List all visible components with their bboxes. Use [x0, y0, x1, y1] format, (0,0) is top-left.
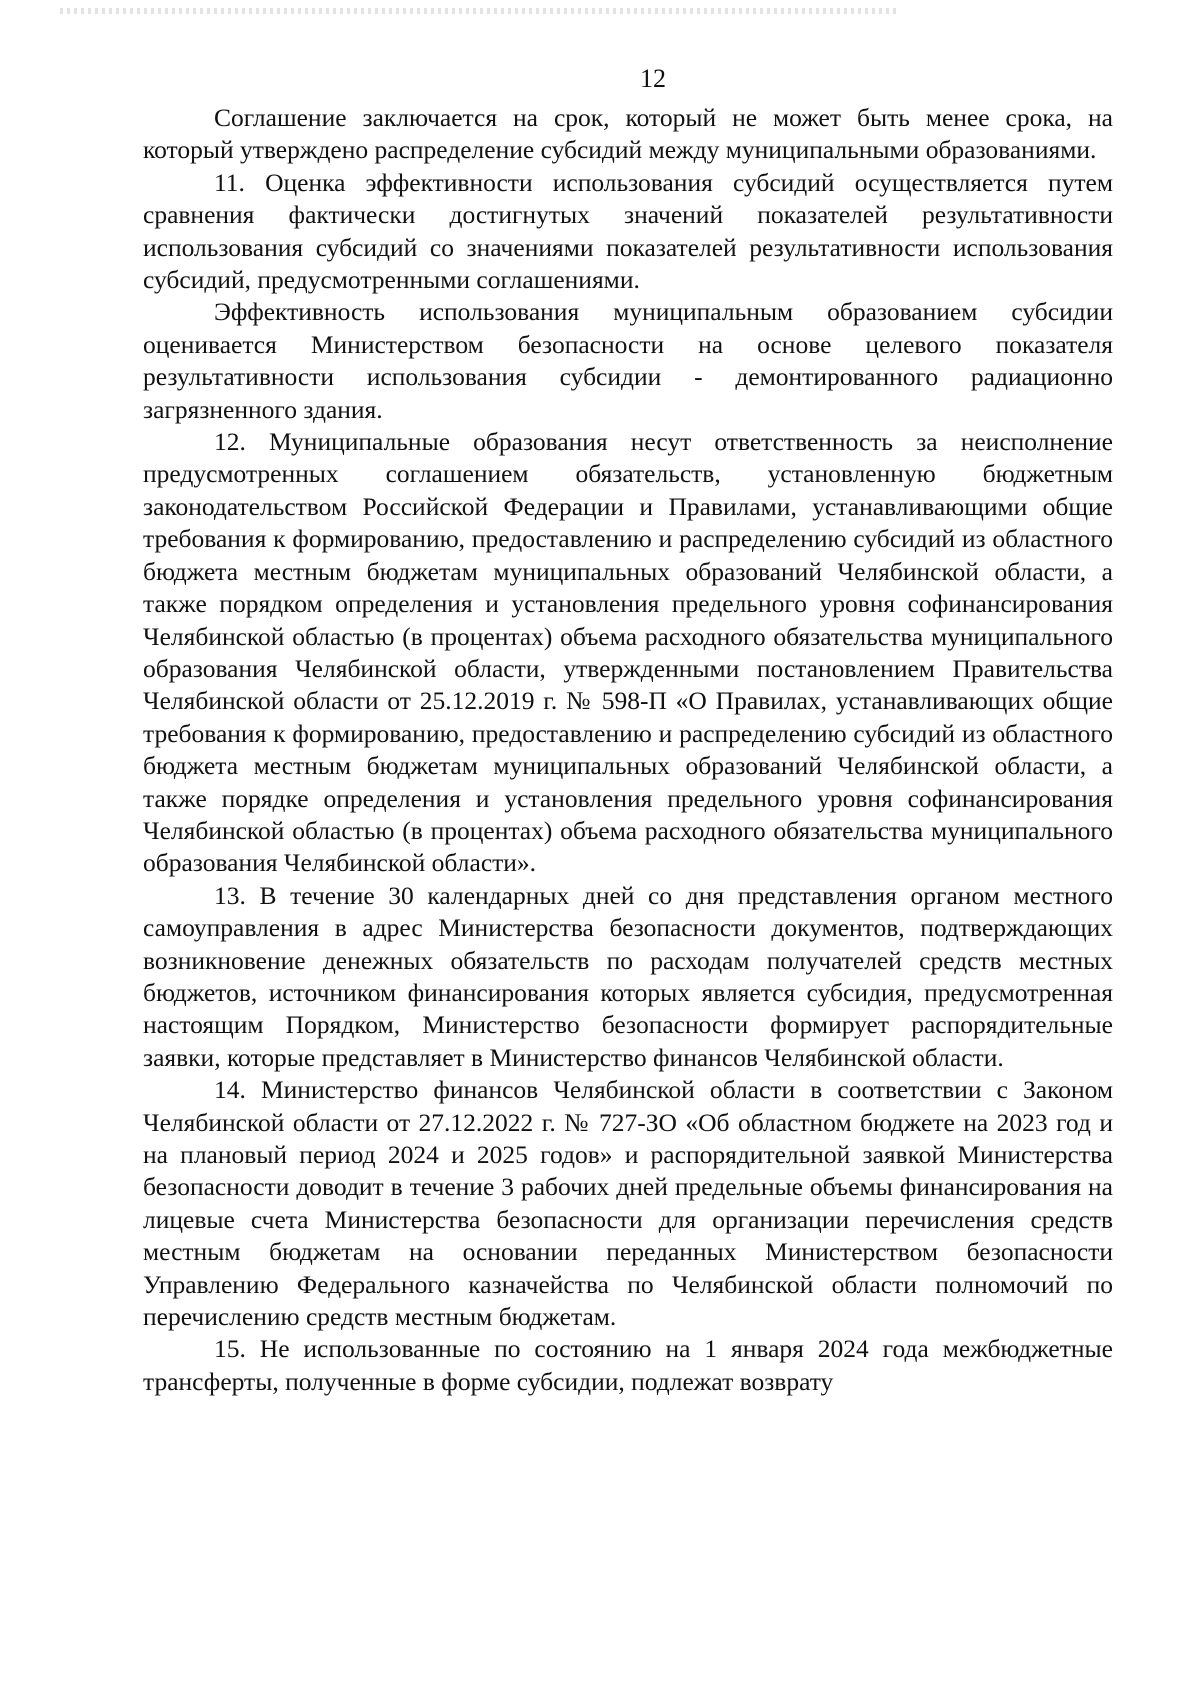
document-page [143, 62, 1113, 1398]
paragraph-13-applications: 13. В течение 30 календарных дней со дня представления органом местного самоуправления в адрес Министерства безопасности документов, подтверждающих возникновение денежных обязательств по расходам получателей средств местных бюджетов, источником финансирования которых является субсидия, предусмотренная настоящим Порядком, Министерство безопасности формирует распорядительные заявки, которые представляет в Министерство финансов Челябинской области. [143, 880, 1113, 1072]
paragraph-agreement-term: Соглашение заключается на срок, который не может быть менее срока, на который утверждено распределение субсидий между муниципальными образованиями. [143, 103, 1113, 165]
paragraph-11-efficiency-assessment: 11. Оценка эффективности использования субсидий осуществляется путем сравнения фактически достигнутых значений показателей результативности использования субсидий со значениями показателей результативности использования субсидий, предусмотренными соглашениями. [143, 167, 1113, 295]
paragraph-12-responsibility: 12. Муниципальные образования несут ответственность за неисполнение предусмотренных соглашением обязательств, установленную бюджетным законодательством Российской Федерации и Правилами, устанавливающими общие требования к формированию, предоставлению и распределению субсидий из областного бюджета местным бюджетам муниципальных образований Челябинской области, а также порядком определения и установления предельного уровня софинансирования Челябинской областью (в процентах) объема расходного обязательства муниципального образования Челябинской области, утвержденными постановлением Правительства Челябинской области от 25.12.2019 г. № 598-П «О Правилах, устанавливающих общие требования к формированию, предоставлению и распределению субсидий из областного бюджета местным бюджетам муниципальных образований Челябинской области, а также порядке определения и установления предельного уровня софинансирования Челябинской областью (в процентах) объема расходного обязательства муниципального образования Челябинской области». [143, 427, 1113, 878]
paragraph-efficiency-evaluation: Эффективность использования муниципальным образованием субсидии оценивается Министерством безопасности на основе целевого показателя результативности использования субсидии - демонтированного радиационно загрязненного здания. [143, 297, 1113, 424]
paragraph-14-financing: 14. Министерство финансов Челябинской области в соответствии с Законом Челябинской области от 27.12.2022 г. № 727-ЗО «Об областном бюджете на 2023 год и на плановый период 2024 и 2025 годов» и распорядительной заявкой Министерства безопасности доводит в течение 3 рабочих дней предельные объемы финансирования на лицевые счета Министерства безопасности для организации перечисления средств местным бюджетам на основании переданных Министерством безопасности Управлению Федерального казначейства по Челябинской области полномочий по перечислению средств местным бюджетам. [143, 1075, 1113, 1332]
paragraph-15-return: 15. Не использованные по состоянию на 1 января 2024 года межбюджетные трансферты, полученные в форме субсидии, подлежат возврату [143, 1334, 1113, 1396]
page-number: 12 [640, 64, 666, 93]
scan-edge-artifact [60, 8, 900, 14]
